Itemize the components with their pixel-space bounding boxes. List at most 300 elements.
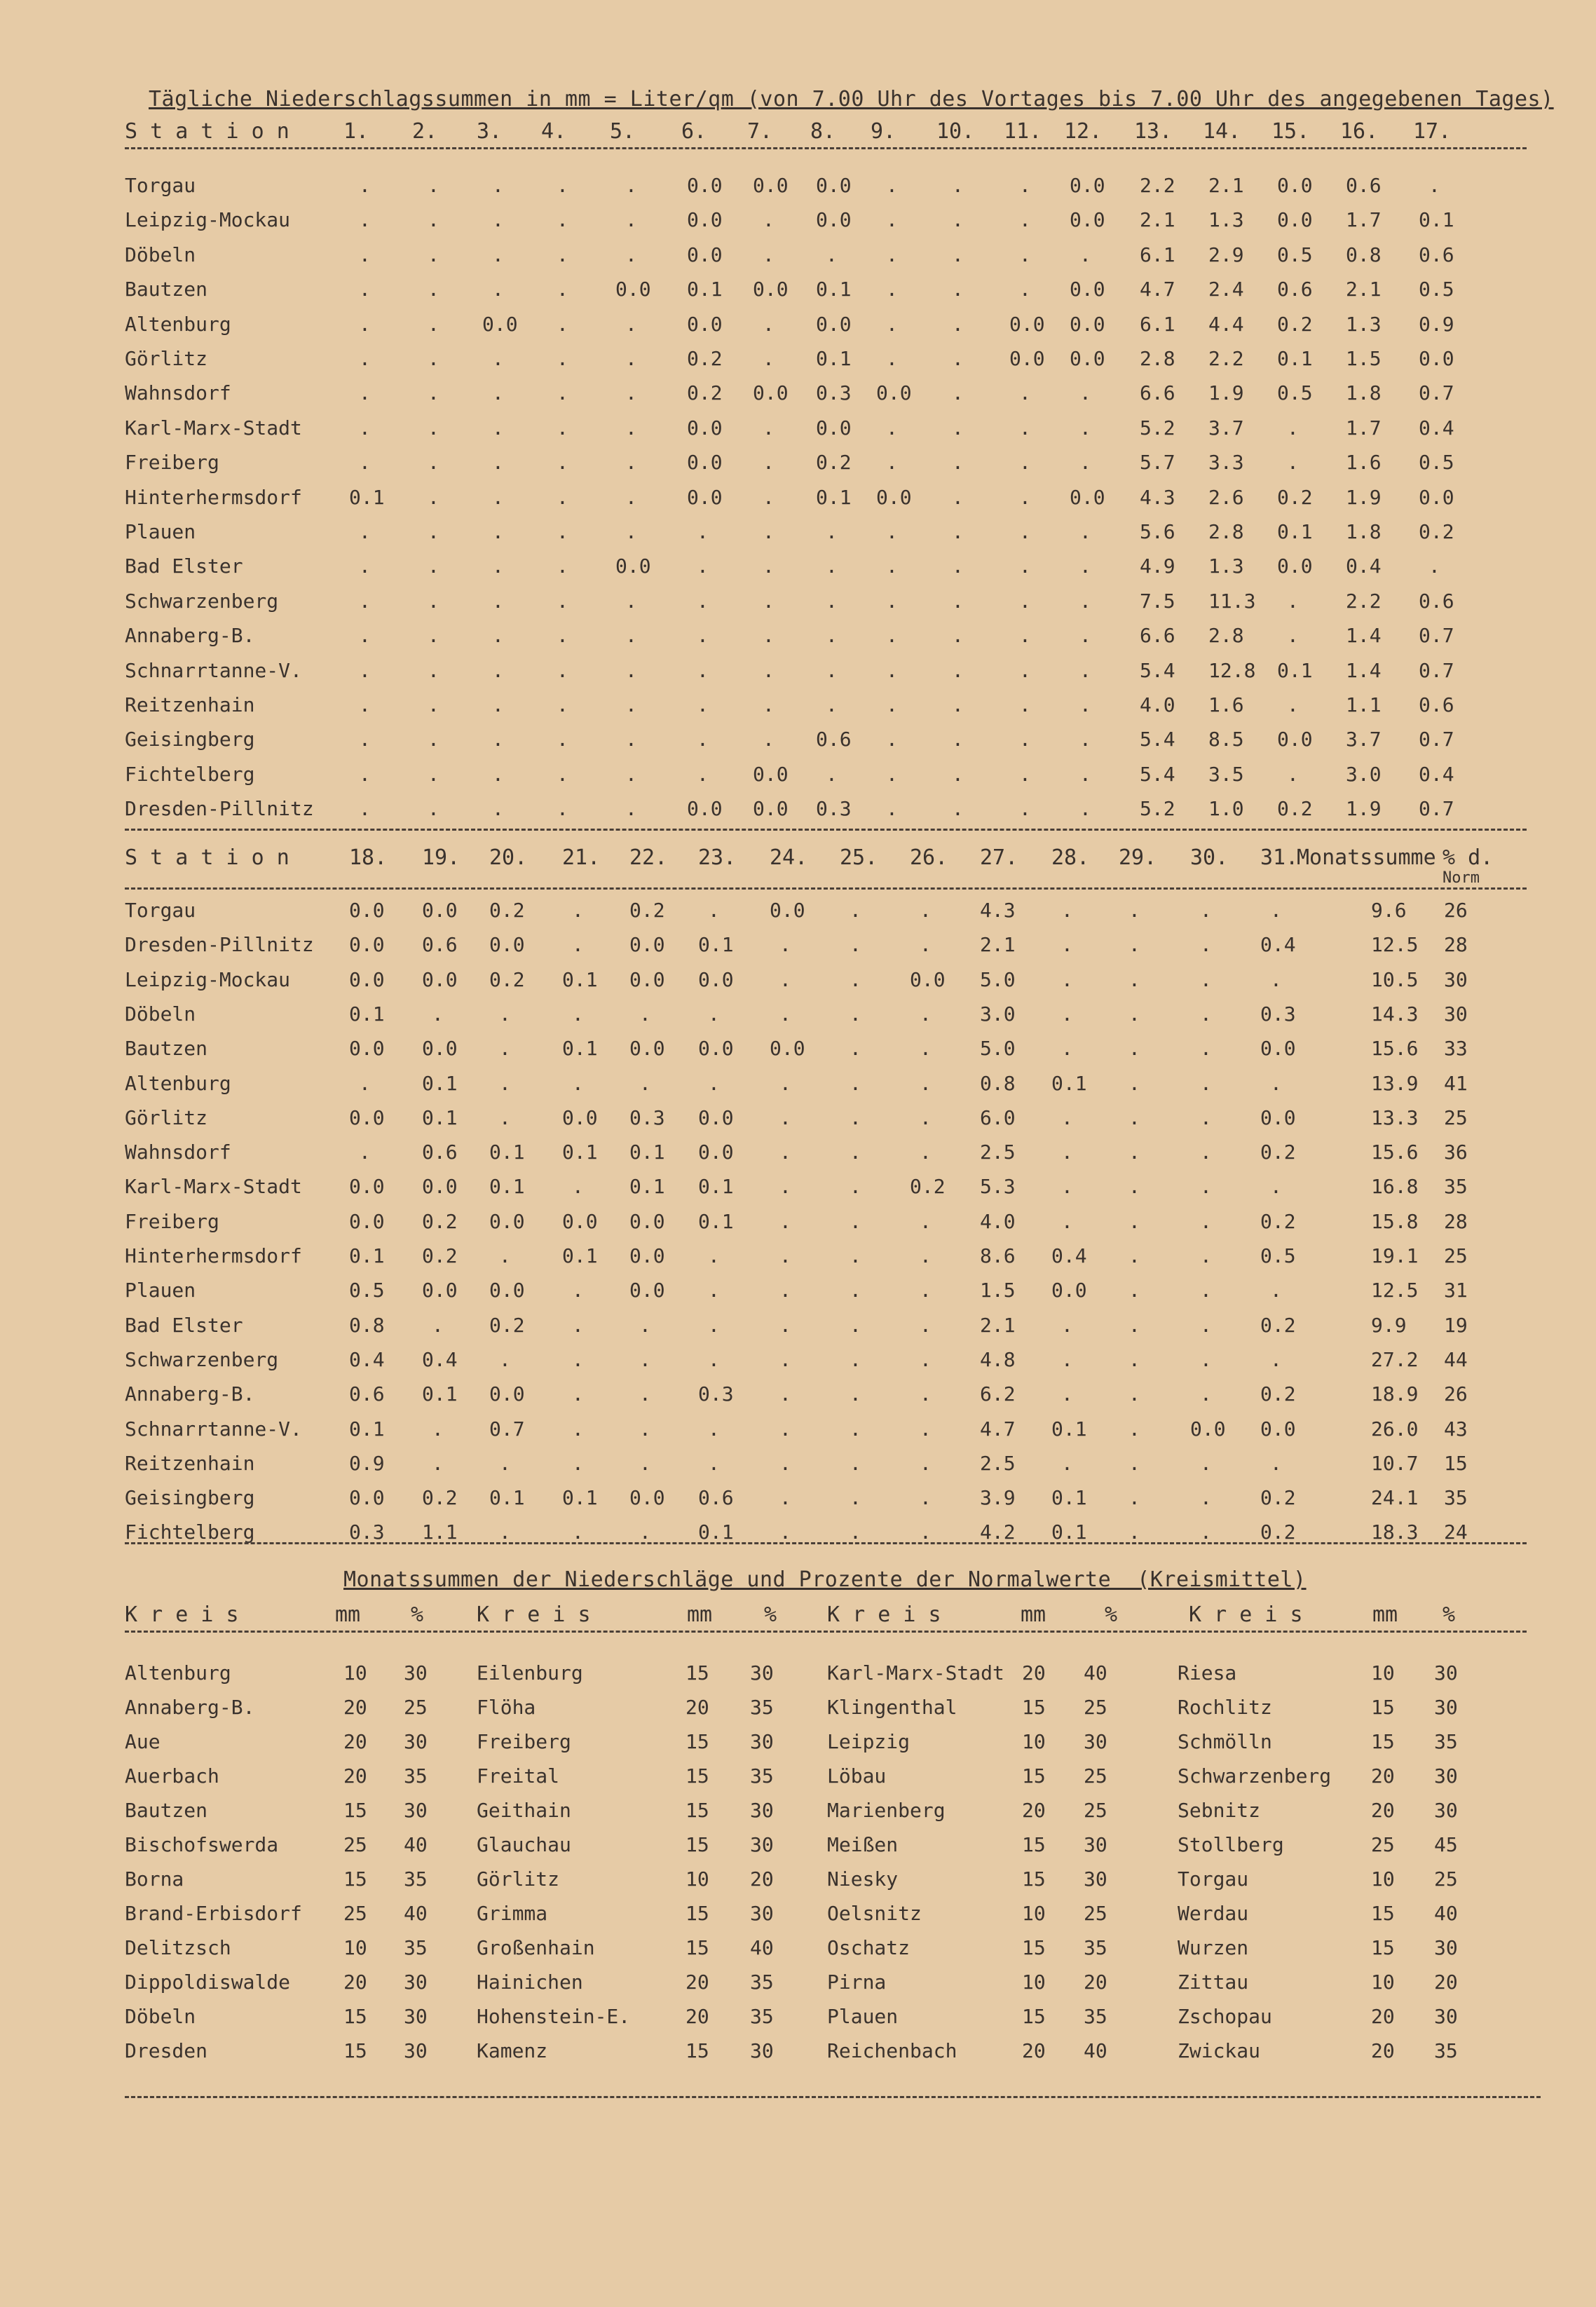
precip-value: 0.0 <box>1260 1037 1296 1061</box>
precip-value: . <box>1128 1417 1140 1441</box>
kreis-name: Annaberg-B. <box>125 1696 255 1719</box>
kreis-name: Bautzen <box>125 1799 208 1822</box>
precip-value: 0.0 <box>1190 1417 1226 1441</box>
part1-header-9: 9. <box>871 119 896 144</box>
monthly-sum: 18.9 <box>1371 1382 1419 1406</box>
precip-value: 0.8 <box>349 1313 385 1337</box>
precip-value: 0.0 <box>876 381 912 405</box>
kreis-mm: 15 <box>686 2039 709 2062</box>
precip-value: . <box>763 312 775 336</box>
precip-value: 0.2 <box>489 967 525 991</box>
part1-header-13: 13. <box>1134 119 1173 144</box>
precip-value: . <box>826 554 838 578</box>
kreis-name: Klingenthal <box>827 1696 957 1719</box>
precip-value: . <box>499 1347 511 1371</box>
kreis-percent: 30 <box>750 1730 774 1753</box>
precip-value: . <box>1019 693 1031 716</box>
precip-value: . <box>1270 1175 1282 1199</box>
part1-top-rule <box>125 147 1527 149</box>
precip-value: . <box>952 554 964 578</box>
part2-row <box>0 1244 1596 1275</box>
precip-value: 0.0 <box>753 278 789 301</box>
precip-value: 0.2 <box>1260 1209 1296 1233</box>
part2-header-17: Norm <box>1442 869 1480 887</box>
precip-value: . <box>1270 1279 1282 1302</box>
precip-value: 0.0 <box>1277 554 1313 578</box>
kreis-percent: 30 <box>404 2005 428 2028</box>
precip-value: . <box>1270 1071 1282 1095</box>
precip-value: . <box>886 347 898 370</box>
precip-value: . <box>708 1451 720 1475</box>
precip-value: . <box>625 762 637 786</box>
precip-value: . <box>428 520 439 543</box>
kreis-name: Rochlitz <box>1178 1696 1272 1719</box>
part2-row <box>0 1072 1596 1103</box>
part3-top-rule <box>125 1631 1527 1633</box>
precip-value: . <box>1128 1520 1140 1544</box>
part1-header-11: 11. <box>1004 119 1042 144</box>
precip-value: . <box>1128 1175 1140 1199</box>
kreis-name: Hohenstein-E. <box>477 2005 631 2028</box>
precip-value: 0.4 <box>422 1347 458 1371</box>
precip-value: . <box>499 1105 511 1129</box>
precip-value: 0.2 <box>910 1175 946 1199</box>
precip-value: 0.0 <box>1260 1105 1296 1129</box>
part2-header-11: 28. <box>1051 845 1090 870</box>
kreis-name: Torgau <box>1178 1867 1249 1891</box>
precip-value: . <box>1128 1313 1140 1337</box>
precip-value: 0.2 <box>1277 797 1313 821</box>
precip-value: . <box>492 243 504 266</box>
kreis-percent: 25 <box>1434 1867 1458 1891</box>
precip-value: . <box>920 1451 932 1475</box>
precip-value: . <box>1270 1451 1282 1475</box>
station-name: Hinterhermsdorf <box>125 485 302 509</box>
precip-value: 1.9 <box>1208 381 1244 405</box>
precip-value: . <box>557 762 568 786</box>
precip-value: . <box>779 1105 791 1129</box>
precip-value: 0.1 <box>489 1486 525 1510</box>
precip-value: 0.4 <box>349 1347 385 1371</box>
part2-header-7: 24. <box>770 845 808 870</box>
part2-row <box>0 933 1596 964</box>
precip-value: . <box>572 1002 584 1026</box>
precip-value: 0.0 <box>753 174 789 197</box>
precip-value: . <box>952 416 964 440</box>
precip-value: 1.5 <box>980 1279 1016 1302</box>
precip-value: 0.0 <box>1009 347 1045 370</box>
precip-value: . <box>492 624 504 648</box>
precip-value: 0.1 <box>816 347 852 370</box>
precip-value: . <box>572 1417 584 1441</box>
precip-value: . <box>557 589 568 613</box>
precip-value: . <box>428 658 439 682</box>
station-name: Leipzig-Mockau <box>125 967 291 991</box>
precip-value: . <box>625 312 637 336</box>
kreis-name: Stollberg <box>1178 1833 1284 1856</box>
precip-value: . <box>557 243 568 266</box>
precip-value: 4.2 <box>980 1520 1016 1544</box>
precip-value: 0.4 <box>1419 416 1454 440</box>
part2-header-13: 30. <box>1190 845 1229 870</box>
precip-value: . <box>1061 967 1073 991</box>
precip-value: . <box>428 416 439 440</box>
precip-value: . <box>952 347 964 370</box>
precip-value: . <box>492 347 504 370</box>
station-name: Geisingberg <box>125 1486 255 1510</box>
precip-value: . <box>359 312 371 336</box>
precip-value: . <box>1019 243 1031 266</box>
precip-value: 0.0 <box>1070 485 1105 509</box>
station-name: Dresden-Pillnitz <box>125 797 314 821</box>
precip-value: . <box>557 693 568 716</box>
kreis-name: Bischofswerda <box>125 1833 279 1856</box>
part1-row <box>0 416 1596 447</box>
precip-value: . <box>779 1417 791 1441</box>
precip-value: . <box>428 312 439 336</box>
kreis-name: Aue <box>125 1730 161 1753</box>
precip-value: 4.7 <box>980 1417 1016 1441</box>
kreis-name: Dresden <box>125 2039 208 2062</box>
precip-value: . <box>697 693 709 716</box>
precip-value: 0.0 <box>349 967 385 991</box>
precip-value: 0.0 <box>687 416 723 440</box>
kreis-mm: 15 <box>1022 2005 1046 2028</box>
part2-row <box>0 1452 1596 1483</box>
percent-of-norm: 44 <box>1444 1347 1468 1371</box>
kreis-percent: 30 <box>750 1661 774 1685</box>
part1-row <box>0 486 1596 517</box>
precip-value: 6.1 <box>1140 243 1175 266</box>
part1-row <box>0 243 1596 274</box>
part3-row <box>0 1833 1596 1864</box>
part2-row <box>0 968 1596 999</box>
precip-value: 2.9 <box>1208 243 1244 266</box>
precip-value: . <box>1079 762 1091 786</box>
kreis-percent: 35 <box>750 2005 774 2028</box>
precip-value: 0.0 <box>629 1279 665 1302</box>
part2-row <box>0 1382 1596 1413</box>
precip-value: 4.0 <box>1140 693 1175 716</box>
precip-value: . <box>557 416 568 440</box>
precip-value: . <box>625 451 637 475</box>
precip-value: 0.2 <box>687 381 723 405</box>
station-name: Döbeln <box>125 1002 196 1026</box>
precip-value: . <box>492 554 504 578</box>
precip-value: . <box>697 520 709 543</box>
precip-value: 0.6 <box>422 933 458 957</box>
precip-value: 0.1 <box>562 1244 598 1267</box>
kreis-name: Reichenbach <box>827 2039 957 2062</box>
kreis-mm: 10 <box>343 1936 367 1959</box>
precip-value: . <box>779 1382 791 1406</box>
precip-value: . <box>850 1313 861 1337</box>
precip-value: . <box>1128 1037 1140 1061</box>
kreis-percent: 35 <box>750 1764 774 1788</box>
monthly-sum: 13.9 <box>1371 1071 1419 1095</box>
monthly-sum: 19.1 <box>1371 1244 1419 1267</box>
part2-row <box>0 1037 1596 1068</box>
precip-value: . <box>952 208 964 232</box>
kreis-mm: 15 <box>1022 1867 1046 1891</box>
precip-value: 0.2 <box>629 899 665 922</box>
precip-value: 0.2 <box>489 899 525 922</box>
part2-header-6: 23. <box>698 845 737 870</box>
precip-value: . <box>763 485 775 509</box>
precip-value: . <box>428 347 439 370</box>
precip-value: 0.7 <box>1419 797 1454 821</box>
precip-value: . <box>920 1141 932 1164</box>
precip-value: 0.2 <box>422 1486 458 1510</box>
part1-row <box>0 728 1596 758</box>
precip-value: 4.3 <box>1140 485 1175 509</box>
precip-value: . <box>920 933 932 957</box>
precip-value: . <box>920 899 932 922</box>
percent-of-norm: 41 <box>1444 1071 1468 1095</box>
precip-value: 3.0 <box>1346 762 1382 786</box>
monthly-sum: 14.3 <box>1371 1002 1419 1026</box>
part3-row <box>0 1902 1596 1933</box>
precip-value: 0.0 <box>1419 485 1454 509</box>
precip-value: 0.0 <box>1051 1279 1087 1302</box>
precip-value: 0.1 <box>422 1105 458 1129</box>
precip-value: . <box>639 1520 651 1544</box>
precip-value: . <box>850 1417 861 1441</box>
part1-header-4: 4. <box>541 119 567 144</box>
precip-value: 2.2 <box>1140 174 1175 197</box>
part1-row <box>0 624 1596 655</box>
precip-value: 0.0 <box>687 208 723 232</box>
station-name: Torgau <box>125 174 196 197</box>
part2-row <box>0 1106 1596 1137</box>
part1-header-17: 17. <box>1413 119 1452 144</box>
precip-value: . <box>1200 1175 1212 1199</box>
precip-value: . <box>1128 967 1140 991</box>
precip-value: . <box>428 174 439 197</box>
precip-value: . <box>886 278 898 301</box>
kreis-percent: 35 <box>404 1867 428 1891</box>
precip-value: . <box>1200 1347 1212 1371</box>
precip-value: 1.8 <box>1346 381 1382 405</box>
precip-value: . <box>779 1002 791 1026</box>
precip-value: 8.5 <box>1208 728 1244 751</box>
precip-value: 0.6 <box>349 1382 385 1406</box>
precip-value: . <box>850 899 861 922</box>
precip-value: 0.0 <box>687 312 723 336</box>
part1-row <box>0 381 1596 412</box>
precip-value: 0.1 <box>562 1037 598 1061</box>
precip-value: . <box>1061 1451 1073 1475</box>
precip-value: 0.1 <box>1277 520 1313 543</box>
kreis-name: Plauen <box>827 2005 899 2028</box>
precip-value: . <box>499 1520 511 1544</box>
station-name: Wahnsdorf <box>125 1141 231 1164</box>
part1-row <box>0 347 1596 378</box>
precip-value: . <box>1128 1244 1140 1267</box>
precip-value: . <box>1287 416 1299 440</box>
precip-value: . <box>572 1451 584 1475</box>
precip-value: . <box>625 797 637 821</box>
precip-value: 0.0 <box>349 899 385 922</box>
precip-value: 0.6 <box>816 728 852 751</box>
precip-value: . <box>850 1175 861 1199</box>
precip-value: . <box>697 658 709 682</box>
precip-value: . <box>1019 658 1031 682</box>
station-name: Schnarrtanne-V. <box>125 1417 302 1441</box>
precip-value: 0.1 <box>687 278 723 301</box>
part3-header-0: K r e i s <box>125 1602 239 1627</box>
precip-value: 0.0 <box>1260 1417 1296 1441</box>
part2-header-8: 25. <box>840 845 878 870</box>
precip-value: . <box>826 658 838 682</box>
precip-value: 0.0 <box>687 797 723 821</box>
kreis-name: Löbau <box>827 1764 887 1788</box>
kreis-name: Flöha <box>477 1696 536 1719</box>
monthly-sum: 9.6 <box>1371 899 1407 922</box>
precip-value: 2.5 <box>980 1451 1016 1475</box>
precip-value: . <box>779 1347 791 1371</box>
station-name: Schwarzenberg <box>125 1347 279 1371</box>
station-name: Wahnsdorf <box>125 381 231 405</box>
precip-value: 4.8 <box>980 1347 1016 1371</box>
precip-value: . <box>920 1209 932 1233</box>
precip-value: 0.0 <box>349 1037 385 1061</box>
precip-value: . <box>1287 693 1299 716</box>
precip-value: 0.0 <box>349 933 385 957</box>
kreis-mm: 15 <box>1022 1936 1046 1959</box>
station-name: Döbeln <box>125 243 196 266</box>
kreis-percent: 40 <box>1084 2039 1107 2062</box>
precip-value: . <box>1428 174 1440 197</box>
precip-value: 0.0 <box>816 416 852 440</box>
part2-bottom-rule <box>125 1542 1527 1544</box>
precip-value: . <box>492 208 504 232</box>
precip-value: . <box>952 589 964 613</box>
station-name: Annaberg-B. <box>125 1382 255 1406</box>
precip-value: 6.6 <box>1140 381 1175 405</box>
percent-of-norm: 19 <box>1444 1313 1468 1337</box>
precip-value: 0.0 <box>349 1209 385 1233</box>
precip-value: 0.2 <box>816 451 852 475</box>
precip-value: 0.0 <box>349 1175 385 1199</box>
station-name: Torgau <box>125 899 196 922</box>
part3-row <box>0 1661 1596 1692</box>
part3-header-10: mm <box>1372 1602 1398 1627</box>
precip-value: . <box>763 451 775 475</box>
precip-value: . <box>763 554 775 578</box>
precip-value: 0.2 <box>1260 1520 1296 1544</box>
precip-value: 2.5 <box>980 1141 1016 1164</box>
kreis-name: Leipzig <box>827 1730 910 1753</box>
precip-value: 6.0 <box>980 1105 1016 1129</box>
precip-value: 0.0 <box>1070 312 1105 336</box>
precip-value: . <box>1079 728 1091 751</box>
precip-value: 0.1 <box>816 485 852 509</box>
station-name: Altenburg <box>125 312 231 336</box>
precip-value: 1.7 <box>1346 208 1382 232</box>
precip-value: 0.1 <box>422 1382 458 1406</box>
precip-value: . <box>572 1382 584 1406</box>
precip-value: . <box>557 208 568 232</box>
precip-value: . <box>952 520 964 543</box>
part1-row <box>0 174 1596 205</box>
kreis-mm: 15 <box>343 2039 367 2062</box>
precip-value: 0.0 <box>489 933 525 957</box>
precip-value: 2.2 <box>1208 347 1244 370</box>
precip-value: 0.6 <box>1346 174 1382 197</box>
precip-value: . <box>428 624 439 648</box>
kreis-mm: 15 <box>1022 1696 1046 1719</box>
precip-value: . <box>572 1071 584 1095</box>
precip-value: 0.0 <box>629 933 665 957</box>
kreis-percent: 30 <box>750 1799 774 1822</box>
precip-value: . <box>359 381 371 405</box>
monthly-sum: 15.6 <box>1371 1141 1419 1164</box>
precip-value: 0.0 <box>687 485 723 509</box>
precip-value: . <box>428 208 439 232</box>
precip-value: . <box>639 1382 651 1406</box>
precip-value: 0.3 <box>349 1520 385 1544</box>
precip-value: 6.1 <box>1140 312 1175 336</box>
kreis-percent: 25 <box>1084 1696 1107 1719</box>
precip-value: . <box>1200 1520 1212 1544</box>
precip-value: 1.7 <box>1346 416 1382 440</box>
precip-value: . <box>952 762 964 786</box>
station-name: Plauen <box>125 520 196 543</box>
precip-value: 0.1 <box>1277 347 1313 370</box>
part1-bottom-rule <box>125 829 1527 831</box>
precip-value: 0.1 <box>816 278 852 301</box>
precip-value: 0.0 <box>1070 174 1105 197</box>
precip-value: 0.0 <box>615 278 651 301</box>
precip-value: . <box>1079 554 1091 578</box>
precip-value: . <box>359 174 371 197</box>
kreis-name: Görlitz <box>477 1867 560 1891</box>
precip-value: . <box>1200 1279 1212 1302</box>
precip-value: . <box>639 1071 651 1095</box>
precip-value: 1.9 <box>1346 485 1382 509</box>
precip-value: 0.0 <box>770 899 805 922</box>
precip-value: . <box>952 312 964 336</box>
precip-value: . <box>697 728 709 751</box>
monthly-sum: 9.9 <box>1371 1313 1407 1337</box>
part1-row <box>0 313 1596 343</box>
kreis-percent: 25 <box>404 1696 428 1719</box>
kreis-percent: 30 <box>1434 1661 1458 1685</box>
precip-value: 0.3 <box>816 381 852 405</box>
part3-header-9: K r e i s <box>1189 1602 1303 1627</box>
precip-value: 0.2 <box>422 1244 458 1267</box>
precip-value: . <box>1128 1347 1140 1371</box>
precip-value: . <box>625 416 637 440</box>
kreis-mm: 15 <box>686 1902 709 1925</box>
precip-value: . <box>625 728 637 751</box>
precip-value: . <box>850 1002 861 1026</box>
kreis-mm: 20 <box>1371 1764 1395 1788</box>
part3-header-2: % <box>411 1602 424 1627</box>
monthly-sum: 24.1 <box>1371 1486 1419 1510</box>
kreis-mm: 20 <box>343 1971 367 1994</box>
precip-value: . <box>1061 899 1073 922</box>
precip-value: . <box>428 693 439 716</box>
precip-value: . <box>1019 381 1031 405</box>
precip-value: 0.0 <box>489 1382 525 1406</box>
precip-value: . <box>920 1279 932 1302</box>
kreis-mm: 15 <box>1371 1902 1395 1925</box>
precip-value: . <box>1200 933 1212 957</box>
precip-value: 5.2 <box>1140 416 1175 440</box>
precip-value: . <box>625 381 637 405</box>
